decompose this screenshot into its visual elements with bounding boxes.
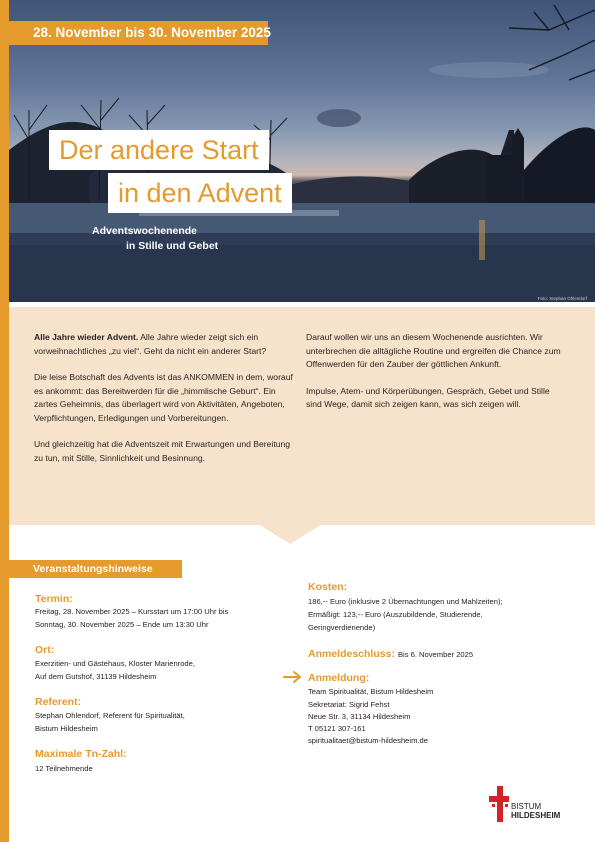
subtitle-line-1: Adventswochenende	[92, 225, 198, 237]
intro-paragraph-4: Darauf wollen wir uns an diesem Wochenende ausrichten. Wir unterbrechen die alltägliche Routine und ergreifen die Chance zum Offenwerden für den Zauber der göttlichen Ankunft.	[306, 332, 561, 369]
title-line-1: Der andere Start	[49, 130, 269, 170]
anmeldung-email[interactable]: spiritualitaet@bistum-hildesheim.de	[308, 736, 428, 745]
anmeldung-line-2: Sekretariat: Sigrid Fehst	[308, 700, 390, 709]
intro-paragraph-2: Die leise Botschaft des Advents ist das ANKOMMEN in dem, worauf es ankommt: das Bereitwerden für die „himmlische Geburt“. Ein zartes Geheimnis, das überlagert wird von Aktivitäten, Angeboten, Verpflichtungen, Erledigungen und Vorbereitungen.	[34, 372, 293, 423]
photo-credit: Foto: Stephan Ohlendorf	[537, 296, 587, 301]
ort-line-2: Auf dem Gutshof, 31139 Hildesheim	[35, 672, 157, 681]
termin-line-2: Sonntag, 30. November 2025 – Ende um 13:30 Uhr	[35, 620, 209, 629]
intro-paragraph-5: Impulse, Atem- und Körperübungen, Gespräch, Gebet und Stille sind Wege, damit sich zeigen kann, was sich zeigen will.	[306, 385, 550, 409]
anmeldung-line-1: Team Spiritualität, Bistum Hildesheim	[308, 687, 434, 696]
subtitle-line-2: in Stille und Gebet	[126, 240, 219, 252]
anmeldung-heading: Anmeldung:	[308, 672, 370, 684]
accent-side-bar	[0, 0, 9, 842]
ort-line-1: Exerzitien- und Gästehaus, Kloster Marienrode,	[35, 659, 195, 668]
referent-line-2: Bistum Hildesheim	[35, 724, 98, 733]
ort-heading: Ort:	[35, 644, 55, 656]
intro-right-column	[306, 331, 564, 425]
intro-pointer	[258, 524, 322, 544]
arrow-right-icon	[283, 670, 303, 684]
anmeldeschluss-row	[308, 647, 473, 662]
intro-paragraph-3: Und gleichzeitig hat die Adventszeit mit Erwartungen und Bereitung zu tun, mit Stille, Sinnlichkeit und Besinnung.	[34, 439, 291, 463]
kosten-line-2: Ermäßigt: 123,-- Euro (Auszubildende, Studierende,	[308, 610, 483, 619]
intro-lead: Alle Jahre wieder Advent.	[34, 332, 139, 342]
anmeldeschluss-heading: Anmeldeschluss:	[308, 648, 395, 660]
anmeldeschluss-value: Bis 6. November 2025	[397, 650, 474, 659]
max-participants-value: 12 Teilnehmende	[35, 764, 93, 773]
intro-left-column	[34, 331, 296, 478]
kosten-heading: Kosten:	[308, 581, 348, 593]
max-participants-heading: Maximale Tn-Zahl:	[35, 748, 127, 760]
section-label-hinweise: Veranstaltungshinweise	[9, 560, 182, 578]
date-range-banner: 28. November bis 30. November 2025	[9, 21, 268, 45]
logo-hildesheim: HILDESHEIM	[511, 811, 561, 820]
title-line-2: in den Advent	[108, 173, 292, 213]
intro-lead-rest: Alle Jahre wieder zeigt sich ein vorweihnachtliches „zu viel“. Geht da nicht ein anderer Start?	[34, 332, 267, 356]
anmeldung-line-4: T 05121 307-161	[308, 724, 366, 733]
referent-line-1: Stephan Ohlendorf, Referent für Spiritualität,	[35, 711, 185, 720]
logo-bistum: BISTUM	[511, 802, 542, 811]
intro-paragraph-1	[34, 331, 296, 358]
anmeldung-line-3: Neue Str. 3, 31134 Hildesheim	[308, 712, 411, 721]
kosten-line-1: 186,-- Euro (inklusive 2 Übernachtungen und Mahlzeiten);	[308, 597, 503, 606]
termin-line-1: Freitag, 28. November 2025 – Kursstart um 17:00 Uhr bis	[35, 607, 229, 616]
referent-heading: Referent:	[35, 696, 82, 708]
kosten-line-3: Geringverdienende)	[308, 623, 376, 632]
termin-heading: Termin:	[35, 593, 73, 605]
